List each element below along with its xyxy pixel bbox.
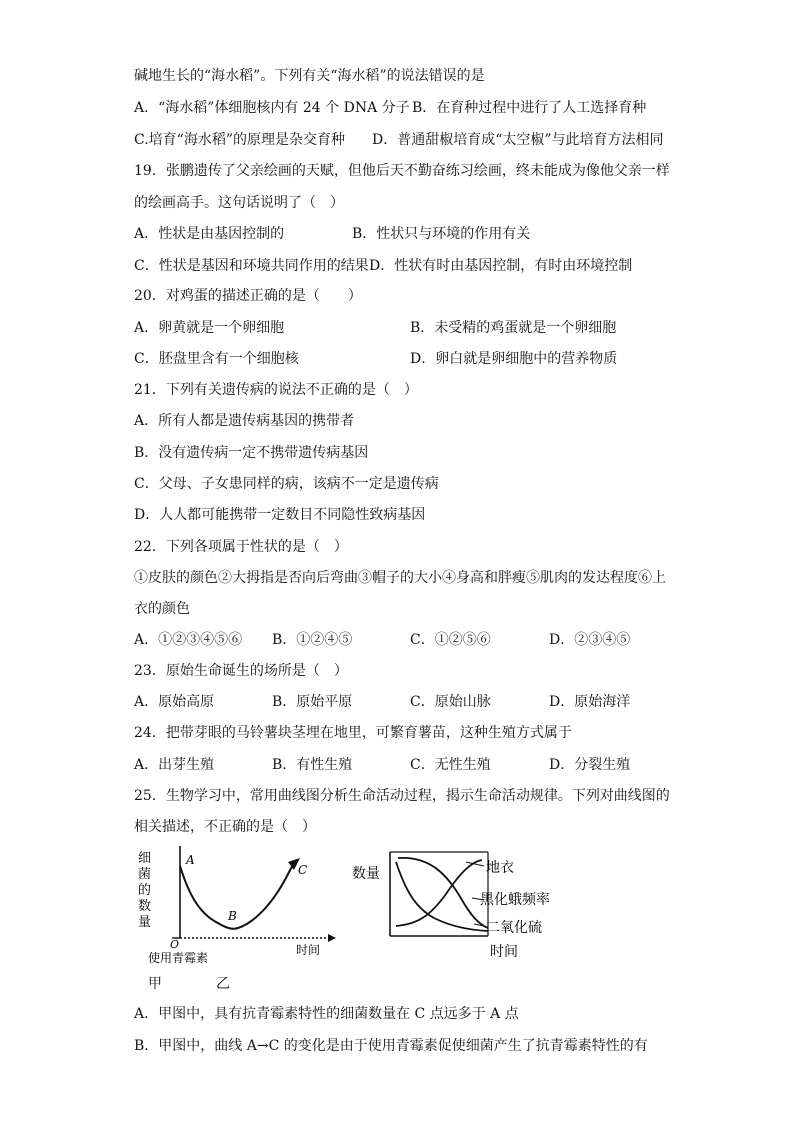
jia-origin: O bbox=[170, 938, 180, 951]
question-24-stem: 24．把带芽眼的马铃薯块茎埋在地里，可繁育薯苗，这种生殖方式属于 bbox=[134, 725, 572, 741]
yi-y-label: 数量 bbox=[352, 866, 380, 882]
q21-option-d: D．人人都可能携带一定数目不同隐性致病基因 bbox=[134, 507, 426, 523]
yi-lichen-curve bbox=[398, 858, 488, 928]
q21-option-a: A．所有人都是遗传病基因的携带者 bbox=[134, 413, 355, 429]
q22-option-d: D．②③④⑤ bbox=[549, 632, 631, 648]
q18-option-d: D．普通甜椒培育成“太空椒”与此培育方法相同 bbox=[372, 132, 664, 148]
jia-y-label-4: 数 bbox=[138, 899, 152, 914]
q20-option-d: D．卵白就是卵细胞中的营养物质 bbox=[410, 351, 618, 367]
question-21-stem: 21．下列有关遗传病的说法不正确的是（ ） bbox=[134, 382, 418, 398]
question-19-stem-cont: 的绘画高手。这句话说明了（ ） bbox=[134, 195, 344, 211]
diagram-yi bbox=[352, 852, 550, 960]
q19-option-d: D．性状有时由基因控制，有时由环境控制 bbox=[369, 258, 633, 274]
q24-option-b: B．有性生殖 bbox=[272, 757, 353, 773]
q24-option-c: C．无性生殖 bbox=[410, 757, 491, 773]
question-23-stem: 23．原始生命诞生的场所是（ ） bbox=[134, 663, 348, 679]
q20-option-c: C．胚盘里含有一个细胞核 bbox=[134, 351, 299, 367]
question-25-stem: 25．生物学习中，常用曲线图分析生命活动过程，揭示生命活动规律。下列对曲线图的 bbox=[134, 788, 670, 804]
yi-so2-label: 二氧化硫 bbox=[486, 920, 542, 936]
q24-option-a: A．出芽生殖 bbox=[134, 757, 215, 773]
q25-figure bbox=[128, 842, 558, 982]
question-22-stem: 22．下列各项属于性状的是（ ） bbox=[134, 539, 348, 555]
q22-option-c: C．①②⑤⑥ bbox=[410, 632, 491, 648]
yi-lichen-label: 地衣 bbox=[486, 860, 514, 876]
q21-option-c: C．父母、子女患同样的病，该病不一定是遗传病 bbox=[134, 476, 439, 492]
jia-x-start-label: 使用青霉素 bbox=[148, 951, 209, 965]
jia-y-label-5: 量 bbox=[138, 915, 152, 930]
q20-option-b: B．未受精的鸡蛋就是一个卵细胞 bbox=[410, 320, 617, 336]
q23-option-d: D．原始海洋 bbox=[549, 694, 631, 710]
yi-x-label: 时间 bbox=[490, 944, 518, 960]
q18-option-a: A．“海水稻”体细胞核内有 24 个 DNA 分子 bbox=[134, 100, 410, 116]
q25-figure-svg bbox=[128, 842, 558, 972]
diagram-jia bbox=[138, 846, 336, 965]
jia-point-a: A bbox=[186, 853, 195, 867]
q24-option-d: D．分裂生殖 bbox=[549, 757, 631, 773]
question-25-stem-cont: 相关描述，不正确的是（ ） bbox=[134, 819, 316, 835]
q23-option-b: B．原始平原 bbox=[272, 694, 353, 710]
q23-option-c: C．原始山脉 bbox=[410, 694, 491, 710]
caption-jia: 甲 bbox=[148, 976, 162, 992]
yi-moth-label: 黑化蛾频率 bbox=[480, 892, 550, 908]
q21-option-b: B．没有遗传病一定不携带遗传病基因 bbox=[134, 445, 369, 461]
q19-option-b: B．性状只与环境的作用有关 bbox=[352, 226, 531, 242]
q22-option-b: B．①②④⑤ bbox=[272, 632, 353, 648]
q18-option-c: C.培育“海水稻”的原理是杂交育种 bbox=[134, 132, 345, 148]
jia-y-label-1: 细 bbox=[138, 851, 152, 866]
q25-option-b: B．甲图中，曲线 A→C 的变化是由于使用青霉素促使细菌产生了抗青霉素特性的有 bbox=[134, 1038, 648, 1054]
jia-curve bbox=[180, 864, 294, 929]
q22-option-a: A．①②③④⑤⑥ bbox=[134, 632, 243, 648]
q20-option-a: A．卵黄就是一个卵细胞 bbox=[134, 320, 285, 336]
jia-point-b: B bbox=[228, 909, 237, 923]
jia-point-c: C bbox=[298, 863, 308, 877]
q19-option-a: A．性状是由基因控制的 bbox=[134, 226, 285, 242]
caption-yi: 乙 bbox=[216, 976, 230, 992]
q18-option-b: B．在育种过程中进行了人工选择育种 bbox=[412, 100, 647, 116]
q25-option-a: A．甲图中，具有抗青霉素特性的细菌数量在 C 点远多于 A 点 bbox=[134, 1006, 519, 1022]
question-19-stem: 19．张鹏遗传了父亲绘画的天赋，但他后天不勤奋练习绘画，终未能成为像他父亲一样 bbox=[134, 163, 670, 179]
q22-statements: ①皮肤的颜色②大拇指是否向后弯曲③帽子的大小④身高和胖瘦⑤肌肉的发达程度⑥上 bbox=[134, 570, 666, 586]
q19-option-c: C．性状是基因和环境共同作用的结果 bbox=[134, 258, 369, 274]
q22-statements-cont: 衣的颜色 bbox=[134, 601, 190, 617]
q23-option-a: A．原始高原 bbox=[134, 694, 215, 710]
jia-y-label-2: 菌 bbox=[138, 867, 152, 882]
question-18-stem-tail: 碱地生长的“海水稻”。下列有关“海水稻”的说法错误的是 bbox=[134, 68, 485, 84]
jia-x-arrow bbox=[328, 934, 336, 942]
question-20-stem: 20．对鸡蛋的描述正确的是（ ） bbox=[134, 288, 362, 304]
jia-y-label-3: 的 bbox=[138, 883, 152, 898]
jia-x-label: 时间 bbox=[296, 943, 321, 957]
